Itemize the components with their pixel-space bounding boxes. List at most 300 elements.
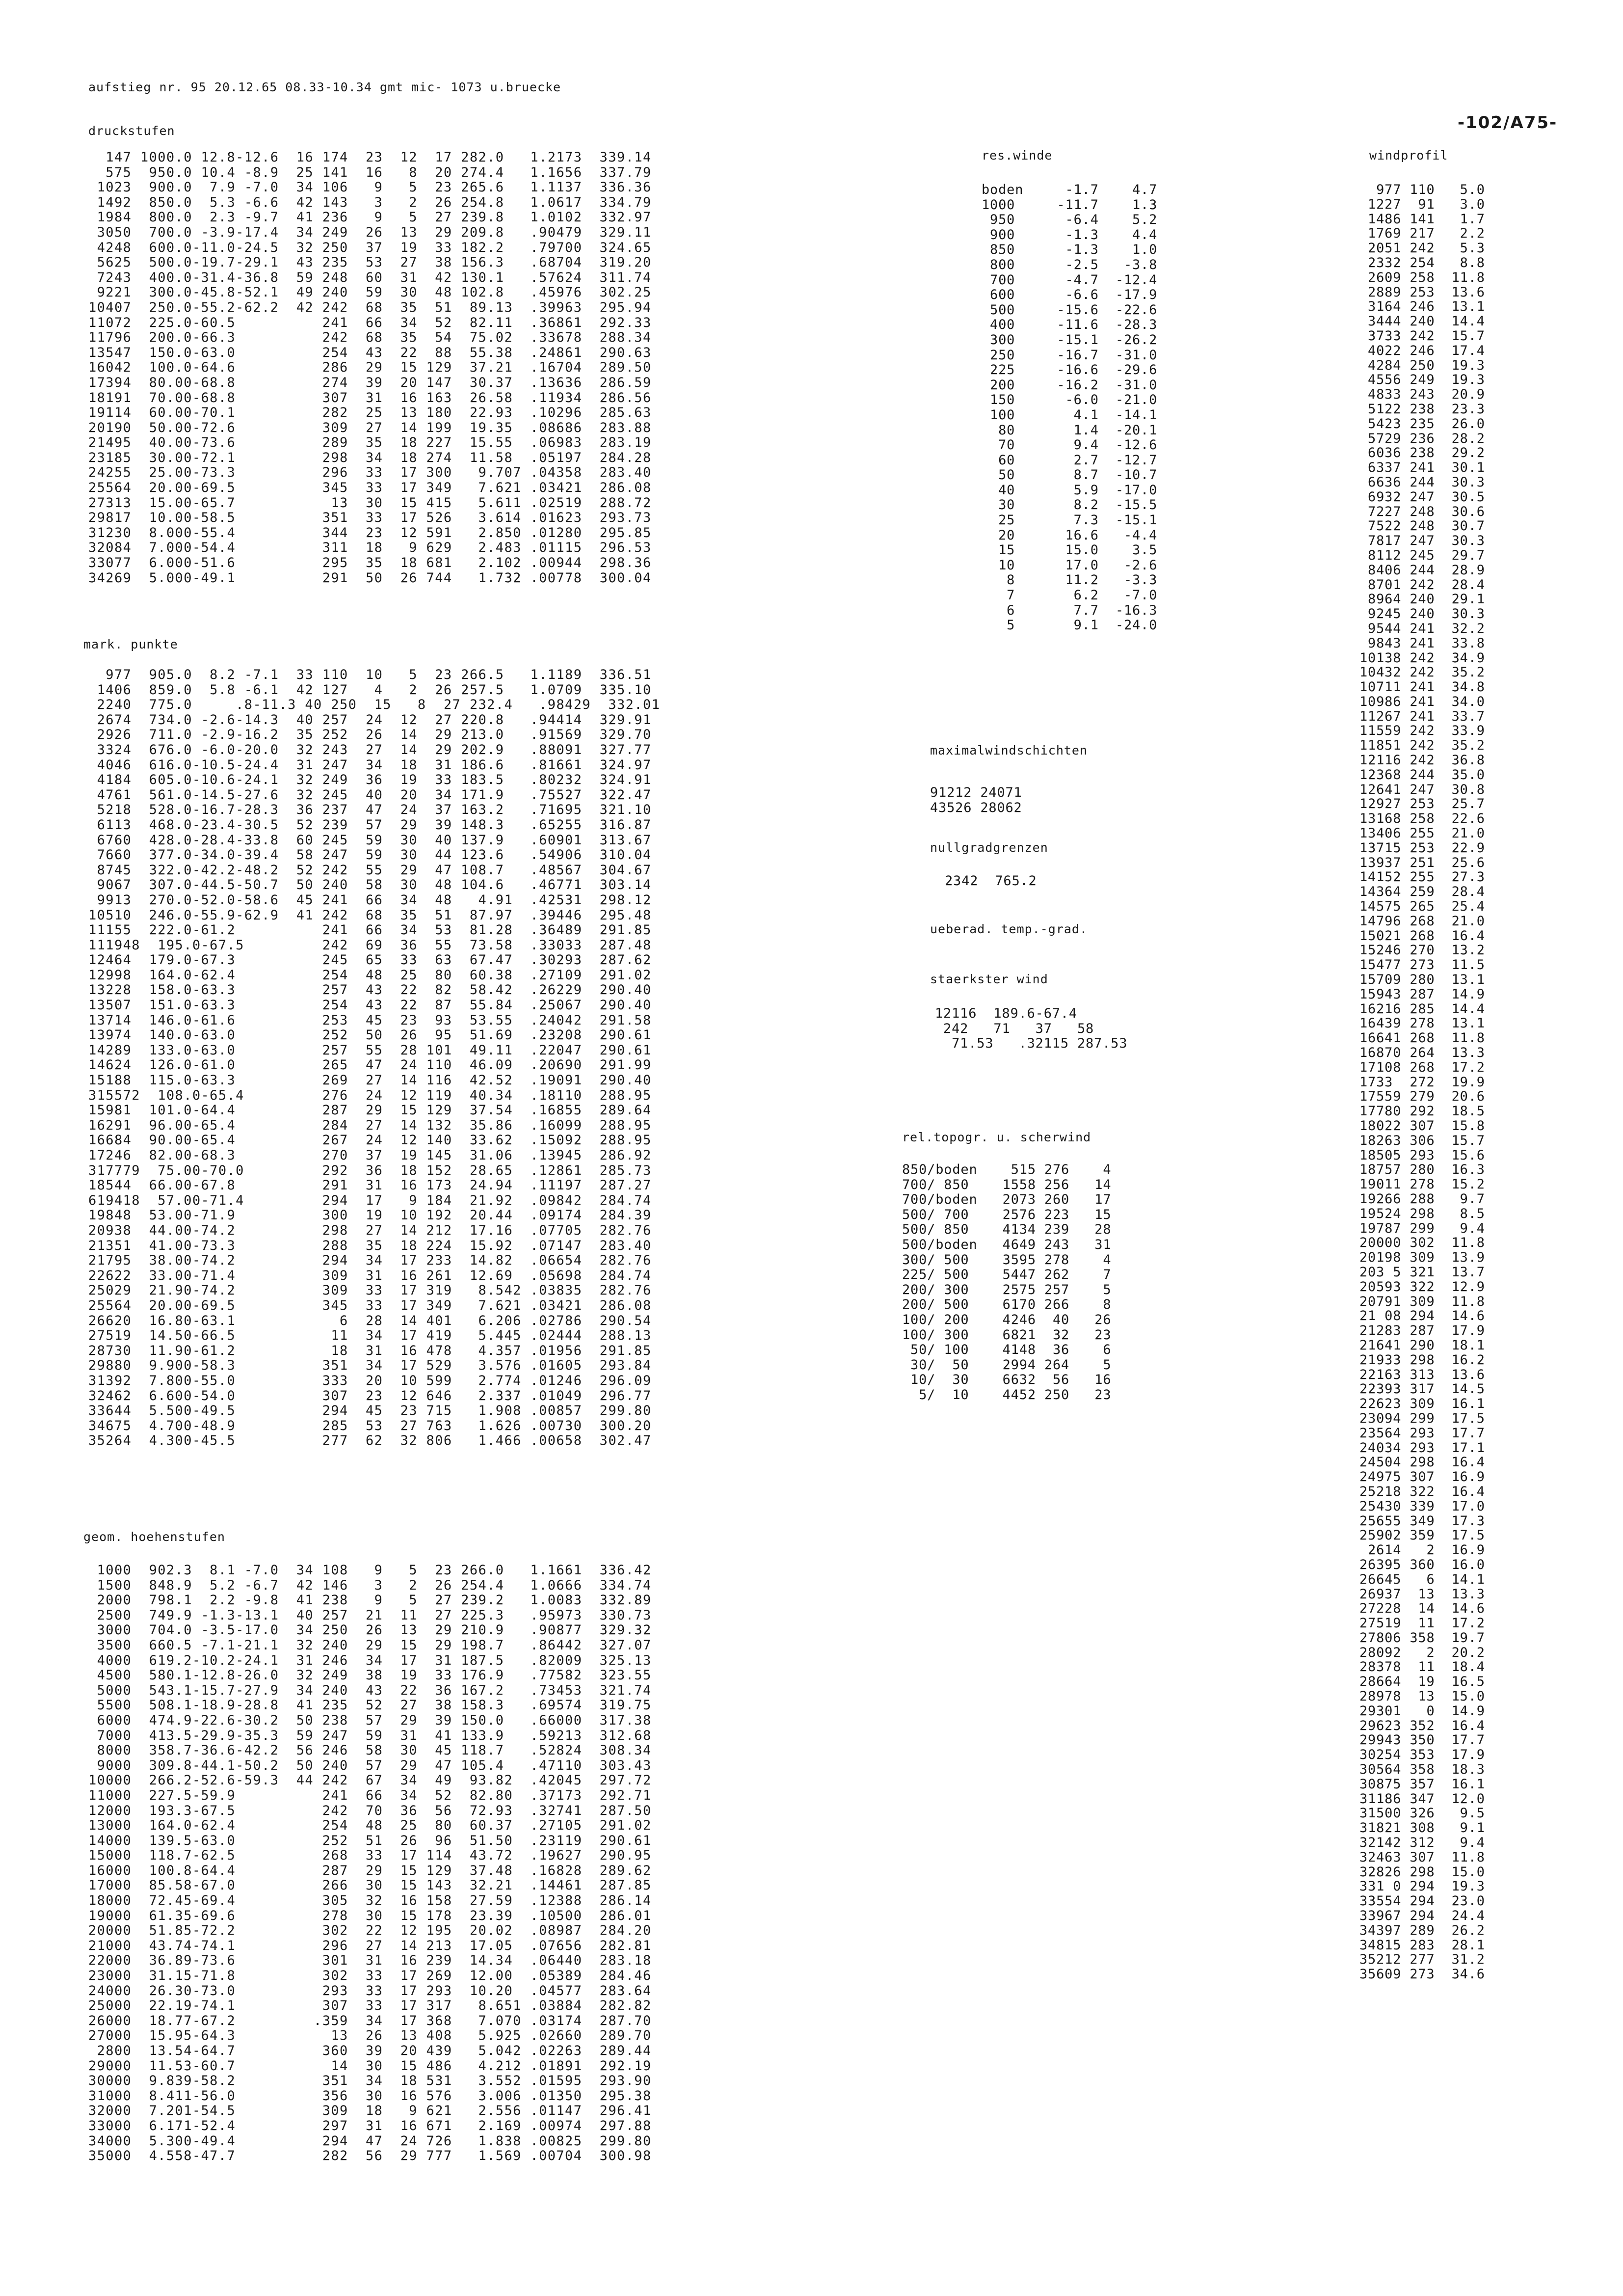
table-row: 7227 248 30.6 bbox=[1359, 504, 1485, 519]
table-row: 22393 317 14.5 bbox=[1359, 1381, 1485, 1397]
table-row: 29623 352 16.4 bbox=[1359, 1718, 1485, 1733]
table-row: 24034 293 17.1 bbox=[1359, 1440, 1485, 1456]
table-row: 6 7.7 -16.3 bbox=[982, 602, 1158, 618]
table-row: 7 6.2 -7.0 bbox=[982, 588, 1158, 603]
table-row: 2240 775.0 .8-11.3 40 250 15 8 27 232.4 .98429 332.01 bbox=[88, 697, 661, 713]
table-row: 28378 11 18.4 bbox=[1359, 1659, 1485, 1675]
table-row: 32000 7.201-54.5 309 18 9 621 2.556 .01147 296.41 bbox=[88, 2103, 652, 2119]
table-row: 21000 43.74-74.1 296 27 14 213 17.05 .07656 282.81 bbox=[88, 1938, 652, 1953]
table-row: 2000 798.1 2.2 -9.8 41 238 9 5 27 239.2 1.0083 332.89 bbox=[88, 1593, 652, 1608]
table-row: 24504 298 16.4 bbox=[1359, 1455, 1485, 1470]
table-row: 5423 235 26.0 bbox=[1359, 416, 1485, 432]
table-row: 14624 126.0-61.0 265 47 24 110 46.09 .20690 291.99 bbox=[88, 1057, 652, 1073]
table-row: 20000 51.85-72.2 302 22 12 195 20.02 .08987 284.20 bbox=[88, 1923, 652, 1939]
table-row: 26395 360 16.0 bbox=[1359, 1557, 1485, 1572]
table-row: 8964 240 29.1 bbox=[1359, 592, 1485, 607]
table-row: 17246 82.00-68.3 270 37 19 145 31.06 .13945 286.92 bbox=[88, 1148, 652, 1163]
table-row: 13406 255 21.0 bbox=[1359, 826, 1485, 841]
section-label-nullgradgrenzen: nullgradgrenzen bbox=[930, 840, 1048, 855]
table-row: 242 71 37 58 bbox=[935, 1021, 1094, 1036]
table-row: 5/ 10 4452 250 23 bbox=[902, 1387, 1112, 1403]
table-row: 7243 400.0-31.4-36.8 59 248 60 31 42 130.1 .57624 311.74 bbox=[88, 270, 652, 285]
table-row: 3733 242 15.7 bbox=[1359, 328, 1485, 344]
table-row: 10 17.0 -2.6 bbox=[982, 557, 1158, 573]
table-row: 3164 246 13.1 bbox=[1359, 299, 1485, 315]
table-row: 1227 91 3.0 bbox=[1359, 196, 1485, 212]
table-row: 225 -16.6 -29.6 bbox=[982, 362, 1158, 378]
table-row: 31392 7.800-55.0 333 20 10 599 2.774 .01246 296.09 bbox=[88, 1373, 652, 1388]
table-row: 3050 700.0 -3.9-17.4 34 249 26 13 29 209.8 .90479 329.11 bbox=[88, 224, 652, 240]
table-row: 9000 309.8-44.1-50.2 50 240 57 29 47 105.4 .47110 303.43 bbox=[88, 1757, 652, 1773]
section-label-druckstufen: druckstufen bbox=[88, 124, 175, 138]
table-row: 9221 300.0-45.8-52.1 49 240 59 30 48 102.8 .45976 302.25 bbox=[88, 285, 652, 300]
table-row: 15943 287 14.9 bbox=[1359, 986, 1485, 1002]
table-row: 15709 280 13.1 bbox=[1359, 972, 1485, 988]
table-row: 22163 313 13.6 bbox=[1359, 1367, 1485, 1382]
table-row: 14152 255 27.3 bbox=[1359, 869, 1485, 885]
table-row: 1500 848.9 5.2 -6.7 42 146 3 2 26 254.4 1.0666 334.74 bbox=[88, 1577, 652, 1593]
table-row: 25564 20.00-69.5 345 33 17 349 7.621 .03421 286.08 bbox=[88, 1297, 652, 1313]
table-row: 80 1.4 -20.1 bbox=[982, 422, 1158, 438]
table-row: 16216 285 14.4 bbox=[1359, 1001, 1485, 1017]
table-row: 15246 270 13.2 bbox=[1359, 943, 1485, 958]
table-row: 11072 225.0-60.5 241 66 34 52 82.11 .36861 292.33 bbox=[88, 315, 652, 330]
table-row: 21933 298 16.2 bbox=[1359, 1352, 1485, 1368]
table-row: 30000 9.839-58.2 351 34 18 531 3.552 .01595 293.90 bbox=[88, 2073, 652, 2089]
table-row: 32826 298 15.0 bbox=[1359, 1864, 1485, 1880]
table-row: 31500 326 9.5 bbox=[1359, 1806, 1485, 1821]
table-row: 19266 288 9.7 bbox=[1359, 1191, 1485, 1207]
table-row: 22000 36.89-73.6 301 31 16 239 14.34 .06440 283.18 bbox=[88, 1953, 652, 1969]
nullgradgrenzen-value: 2342 765.2 bbox=[945, 873, 1037, 889]
table-row: 300/ 500 3595 278 4 bbox=[902, 1252, 1112, 1268]
table-row: 31230 8.000-55.4 344 23 12 591 2.850 .01280 295.85 bbox=[88, 525, 652, 540]
table-row: 2800 13.54-64.7 360 39 20 439 5.042 .02263 289.44 bbox=[88, 2043, 652, 2058]
table-row: 850 -1.3 1.0 bbox=[982, 242, 1158, 258]
section-label-geom-hoehenstufen: geom. hoehenstufen bbox=[83, 1530, 225, 1544]
table-row: 20190 50.00-72.6 309 27 14 199 19.35 .08686 283.88 bbox=[88, 420, 652, 435]
page-number: -102/A75- bbox=[1458, 113, 1558, 133]
table-row: 33077 6.000-51.6 295 35 18 681 2.102 .00944 298.36 bbox=[88, 555, 652, 571]
table-row: 7817 247 30.3 bbox=[1359, 533, 1485, 549]
table-row: 200 -16.2 -31.0 bbox=[982, 377, 1158, 393]
table-row: 60 2.7 -12.7 bbox=[982, 452, 1158, 468]
table-row: 16042 100.0-64.6 286 29 15 129 37.21 .16704 289.50 bbox=[88, 360, 652, 376]
table-row: 3324 676.0 -6.0-20.0 32 243 27 14 29 202.9 .88091 327.77 bbox=[88, 742, 652, 757]
table-row: 8406 244 28.9 bbox=[1359, 562, 1485, 578]
table-row: 575 950.0 10.4 -8.9 25 141 16 8 20 274.4 1.1656 337.79 bbox=[88, 164, 652, 180]
table-row: 8112 245 29.7 bbox=[1359, 547, 1485, 563]
table-row: 19787 299 9.4 bbox=[1359, 1220, 1485, 1236]
table-row: 2332 254 8.8 bbox=[1359, 255, 1485, 270]
table-row: 3500 660.5 -7.1-21.1 32 240 29 15 29 198.7 .86442 327.07 bbox=[88, 1637, 652, 1653]
table-row: 18000 72.45-69.4 305 32 16 158 27.59 .12388 286.14 bbox=[88, 1893, 652, 1909]
table-row: 3000 704.0 -3.5-17.0 34 250 26 13 29 210.9 .90877 329.32 bbox=[88, 1622, 652, 1638]
table-row: 600 -6.6 -17.9 bbox=[982, 287, 1158, 303]
section-label-staerkster-wind: staerkster wind bbox=[930, 972, 1048, 986]
table-row: 29817 10.00-58.5 351 33 17 526 3.614 .01623 293.73 bbox=[88, 510, 652, 526]
table-row: 23185 30.00-72.1 298 34 18 274 11.58 .05197 284.28 bbox=[88, 450, 652, 465]
table-row: 29000 11.53-60.7 14 30 15 486 4.212 .01891 292.19 bbox=[88, 2058, 652, 2074]
table-row: 19011 278 15.2 bbox=[1359, 1177, 1485, 1192]
table-row: 150 -6.0 -21.0 bbox=[982, 392, 1158, 408]
table-row: 20593 322 12.9 bbox=[1359, 1279, 1485, 1295]
table-row: 1000 902.3 8.1 -7.0 34 108 9 5 23 266.0 1.1661 336.42 bbox=[88, 1563, 652, 1578]
geom-hoehenstufen-table bbox=[88, 1563, 652, 2164]
table-row: 147 1000.0 12.8-12.6 16 174 23 12 17 282.0 1.2173 339.14 bbox=[88, 150, 652, 165]
table-row: 700/boden 2073 260 17 bbox=[902, 1192, 1112, 1208]
section-label-mark-punkte: mark. punkte bbox=[83, 637, 178, 651]
table-row: 15021 268 16.4 bbox=[1359, 928, 1485, 944]
table-row: 6636 244 30.3 bbox=[1359, 474, 1485, 490]
table-row: 4284 250 19.3 bbox=[1359, 357, 1485, 373]
table-row: 28092 2 20.2 bbox=[1359, 1645, 1485, 1660]
table-row: 17780 292 18.5 bbox=[1359, 1104, 1485, 1119]
table-row: 31000 8.411-56.0 356 30 16 576 3.006 .01350 295.38 bbox=[88, 2088, 652, 2104]
table-row: 5000 543.1-15.7-27.9 34 240 43 22 36 167.2 .73453 321.74 bbox=[88, 1682, 652, 1698]
res-winde-table bbox=[982, 183, 1157, 633]
table-row: 900 -1.3 4.4 bbox=[982, 227, 1158, 243]
table-row: 27519 11 17.2 bbox=[1359, 1616, 1485, 1631]
table-row: 35264 4.300-45.5 277 62 32 806 1.466 .00658 302.47 bbox=[88, 1433, 652, 1449]
table-row: 500/ 850 4134 239 28 bbox=[902, 1222, 1112, 1238]
table-row: 4500 580.1-12.8-26.0 32 249 38 19 33 176.9 .77582 323.55 bbox=[88, 1668, 652, 1683]
table-row: 25000 22.19-74.1 307 33 17 317 8.651 .03884 282.82 bbox=[88, 1998, 652, 2014]
table-row: 15188 115.0-63.3 269 27 14 116 42.52 .19091 290.40 bbox=[88, 1073, 652, 1088]
table-row: 11796 200.0-66.3 242 68 35 54 75.02 .33678 288.34 bbox=[88, 330, 652, 346]
table-row: 10711 241 34.8 bbox=[1359, 679, 1485, 695]
table-row: 35000 4.558-47.7 282 56 29 777 1.569 .00704 300.98 bbox=[88, 2148, 652, 2164]
table-row: 17000 85.58-67.0 266 30 15 143 32.21 .14461 287.85 bbox=[88, 1878, 652, 1893]
table-row: 19524 298 8.5 bbox=[1359, 1206, 1485, 1221]
table-row: 5729 236 28.2 bbox=[1359, 431, 1485, 446]
table-row: 30 8.2 -15.5 bbox=[982, 497, 1158, 513]
table-row: 14575 265 25.4 bbox=[1359, 899, 1485, 915]
table-row: 32142 312 9.4 bbox=[1359, 1835, 1485, 1851]
windprofil-table bbox=[1359, 183, 1485, 1982]
table-row: 21283 287 17.9 bbox=[1359, 1323, 1485, 1339]
table-row: 29943 350 17.7 bbox=[1359, 1732, 1485, 1748]
table-row: 400 -11.6 -28.3 bbox=[982, 317, 1158, 333]
table-row: 18191 70.00-68.8 307 31 16 163 26.58 .11934 286.56 bbox=[88, 390, 652, 405]
table-row: 50/ 100 4148 36 6 bbox=[902, 1342, 1112, 1358]
table-row: 9067 307.0-44.5-50.7 50 240 58 30 48 104.6 .46771 303.14 bbox=[88, 877, 652, 893]
section-label-windprofil: windprofil bbox=[1369, 148, 1448, 162]
table-row: 21641 290 18.1 bbox=[1359, 1337, 1485, 1353]
staerkster-wind-values bbox=[935, 1006, 1127, 1052]
table-row: 27000 15.95-64.3 13 26 13 408 5.925 .02660 289.70 bbox=[88, 2028, 652, 2044]
table-row: 15981 101.0-64.4 287 29 15 129 37.54 .16855 289.64 bbox=[88, 1103, 652, 1118]
table-row: 16439 278 13.1 bbox=[1359, 1016, 1485, 1031]
table-row: 2614 2 16.9 bbox=[1359, 1542, 1485, 1558]
table-row: 43526 28062 bbox=[930, 800, 1022, 815]
table-row: 16000 100.8-64.4 287 29 15 129 37.48 .16828 289.62 bbox=[88, 1863, 652, 1878]
table-row: 25 7.3 -15.1 bbox=[982, 513, 1158, 528]
table-row: 71.53 .32115 287.53 bbox=[935, 1036, 1128, 1052]
table-row: 12641 247 30.8 bbox=[1359, 782, 1485, 797]
table-row: 203 5 321 13.7 bbox=[1359, 1264, 1485, 1280]
table-row: 40 5.9 -17.0 bbox=[982, 482, 1158, 498]
table-row: 1769 217 2.2 bbox=[1359, 226, 1485, 242]
table-row: 13714 146.0-61.6 253 45 23 93 53.55 .24042 291.58 bbox=[88, 1012, 652, 1028]
table-row: 4248 600.0-11.0-24.5 32 250 37 19 33 182.2 .79700 324.65 bbox=[88, 240, 652, 255]
table-row: 34675 4.700-48.9 285 53 27 763 1.626 .00730 300.20 bbox=[88, 1418, 652, 1433]
table-row: 31821 308 9.1 bbox=[1359, 1820, 1485, 1836]
table-row: 27313 15.00-65.7 13 30 15 415 5.611 .02519 288.72 bbox=[88, 495, 652, 511]
table-row: 5 9.1 -24.0 bbox=[982, 618, 1158, 633]
table-row: 11559 242 33.9 bbox=[1359, 723, 1485, 739]
table-row: 13507 151.0-63.3 254 43 22 87 55.84 .25067 290.40 bbox=[88, 998, 652, 1013]
table-row: 13974 140.0-63.0 252 50 26 95 51.69 .23208 290.61 bbox=[88, 1027, 652, 1043]
table-row: 26645 6 14.1 bbox=[1359, 1571, 1485, 1587]
druckstufen-table bbox=[88, 150, 652, 586]
table-row: 8745 322.0-42.2-48.2 52 242 55 29 47 108.7 .48567 304.67 bbox=[88, 862, 652, 878]
table-row: 32462 6.600-54.0 307 23 12 646 2.337 .01049 296.77 bbox=[88, 1388, 652, 1404]
table-row: 12116 242 36.8 bbox=[1359, 753, 1485, 768]
table-row: 12368 244 35.0 bbox=[1359, 767, 1485, 783]
table-row: 26620 16.80-63.1 6 28 14 401 6.206 .02786 290.54 bbox=[88, 1313, 652, 1328]
table-row: 34000 5.300-49.4 294 47 24 726 1.838 .00825 299.80 bbox=[88, 2133, 652, 2149]
table-row: 331 0 294 19.3 bbox=[1359, 1879, 1485, 1894]
table-row: 977 905.0 8.2 -7.1 33 110 10 5 23 266.5 1.1189 336.51 bbox=[88, 667, 652, 682]
table-row: 22623 309 16.1 bbox=[1359, 1396, 1485, 1412]
table-row: 1023 900.0 7.9 -7.0 34 106 9 5 23 265.6 1.1137 336.36 bbox=[88, 180, 652, 195]
table-row: 700 -4.7 -12.4 bbox=[982, 272, 1158, 288]
table-row: 20198 309 13.9 bbox=[1359, 1250, 1485, 1266]
table-row: 850/boden 515 276 4 bbox=[902, 1162, 1112, 1177]
table-row: 12000 193.3-67.5 242 70 36 56 72.93 .32741 287.50 bbox=[88, 1803, 652, 1818]
table-row: 4000 619.2-10.2-24.1 31 246 34 17 31 187.5 .82009 325.13 bbox=[88, 1652, 652, 1668]
table-row: 8000 358.7-36.6-42.2 56 246 58 30 45 118.7 .52824 308.34 bbox=[88, 1743, 652, 1758]
table-row: 6337 241 30.1 bbox=[1359, 460, 1485, 476]
table-row: 33000 6.171-52.4 297 31 16 671 2.169 .00974 297.88 bbox=[88, 2118, 652, 2134]
table-row: 28730 11.90-61.2 18 31 16 478 4.357 .01956 291.85 bbox=[88, 1343, 652, 1358]
section-label-maximalwindschichten: maximalwindschichten bbox=[930, 743, 1088, 757]
table-row: 25564 20.00-69.5 345 33 17 349 7.621 .03421 286.08 bbox=[88, 480, 652, 496]
table-row: 18544 66.00-67.8 291 31 16 173 24.94 .11197 287.27 bbox=[88, 1178, 652, 1193]
table-row: 4184 605.0-10.6-24.1 32 249 36 19 33 183.5 .80232 324.91 bbox=[88, 772, 652, 788]
table-row: 31186 347 12.0 bbox=[1359, 1791, 1485, 1807]
table-row: 14364 259 28.4 bbox=[1359, 884, 1485, 900]
table-row: 4022 246 17.4 bbox=[1359, 343, 1485, 358]
maximalwindschichten-values bbox=[930, 785, 1022, 815]
table-row: 500/boden 4649 243 31 bbox=[902, 1237, 1112, 1252]
table-row: 18022 307 15.8 bbox=[1359, 1118, 1485, 1134]
table-row: 8701 242 28.4 bbox=[1359, 577, 1485, 593]
table-row: 20000 302 11.8 bbox=[1359, 1235, 1485, 1251]
table-row: 13228 158.0-63.3 257 43 22 82 58.42 .26229 290.40 bbox=[88, 982, 652, 998]
table-row: 32463 307 11.8 bbox=[1359, 1849, 1485, 1865]
table-row: 10986 241 34.0 bbox=[1359, 694, 1485, 709]
table-row: 1486 141 1.7 bbox=[1359, 211, 1485, 227]
table-row: 6000 474.9-22.6-30.2 50 238 57 29 39 150.0 .66000 317.38 bbox=[88, 1712, 652, 1728]
table-row: 30254 353 17.9 bbox=[1359, 1747, 1485, 1763]
table-row: 1984 800.0 2.3 -9.7 41 236 9 5 27 239.8 1.0102 332.97 bbox=[88, 210, 652, 225]
table-row: 20 16.6 -4.4 bbox=[982, 527, 1158, 543]
table-row: 6760 428.0-28.4-33.8 60 245 59 30 40 137.9 .60901 313.67 bbox=[88, 832, 652, 848]
table-row: 19000 61.35-69.6 278 30 15 178 23.39 .10500 286.01 bbox=[88, 1908, 652, 1923]
table-row: 29880 9.900-58.3 351 34 17 529 3.576 .01605 293.84 bbox=[88, 1358, 652, 1374]
table-row: 13000 164.0-62.4 254 48 25 80 60.37 .27105 291.02 bbox=[88, 1818, 652, 1834]
table-row: 977 110 5.0 bbox=[1359, 182, 1485, 197]
table-row: 16641 268 11.8 bbox=[1359, 1030, 1485, 1046]
table-row: 100/ 300 6821 32 23 bbox=[902, 1327, 1112, 1343]
section-label-res-winde: res.winde bbox=[982, 148, 1053, 162]
table-row: 100 4.1 -14.1 bbox=[982, 407, 1158, 423]
table-row: 3444 240 14.4 bbox=[1359, 314, 1485, 329]
table-row: 10/ 30 6632 56 16 bbox=[902, 1372, 1112, 1388]
table-row: 4556 249 19.3 bbox=[1359, 372, 1485, 388]
table-row: 6113 468.0-23.4-30.5 52 239 57 29 39 148.3 .65255 316.87 bbox=[88, 817, 652, 833]
table-row: 13168 258 22.6 bbox=[1359, 811, 1485, 827]
table-row: 34815 283 28.1 bbox=[1359, 1937, 1485, 1953]
table-row: 16291 96.00-65.4 284 27 14 132 35.86 .16099 288.95 bbox=[88, 1117, 652, 1133]
table-row: 27806 358 19.7 bbox=[1359, 1630, 1485, 1646]
table-row: 28664 19 16.5 bbox=[1359, 1674, 1485, 1690]
table-row: 200/ 500 6170 266 8 bbox=[902, 1297, 1112, 1313]
table-row: 27519 14.50-66.5 11 34 17 419 5.445 .02444 288.13 bbox=[88, 1328, 652, 1344]
table-row: 18505 293 15.6 bbox=[1359, 1147, 1485, 1163]
table-row: 30564 358 18.3 bbox=[1359, 1762, 1485, 1778]
table-row: 1406 859.0 5.8 -6.1 42 127 4 2 26 257.5 1.0709 335.10 bbox=[88, 682, 652, 698]
table-row: 9913 270.0-52.0-58.6 45 241 66 34 48 4.91 .42531 298.12 bbox=[88, 892, 652, 908]
table-row: 24000 26.30-73.0 293 33 17 293 10.20 .04577 283.64 bbox=[88, 1983, 652, 1999]
table-row: 2889 253 13.6 bbox=[1359, 284, 1485, 300]
table-row: 17394 80.00-68.8 274 39 20 147 30.37 .13636 286.59 bbox=[88, 375, 652, 390]
table-row: 9245 240 30.3 bbox=[1359, 606, 1485, 622]
table-row: 1733 272 19.9 bbox=[1359, 1074, 1485, 1090]
table-row: 11267 241 33.7 bbox=[1359, 708, 1485, 724]
table-row: 17559 279 20.6 bbox=[1359, 1089, 1485, 1105]
table-row: 33554 294 23.0 bbox=[1359, 1893, 1485, 1909]
table-row: 24975 307 16.9 bbox=[1359, 1469, 1485, 1485]
table-row: 17108 268 17.2 bbox=[1359, 1059, 1485, 1075]
table-row: 1000 -11.7 1.3 bbox=[982, 197, 1158, 213]
table-row: 91212 24071 bbox=[930, 785, 1022, 800]
table-row: 300 -15.1 -26.2 bbox=[982, 332, 1158, 348]
table-row: 10407 250.0-55.2-62.2 42 242 68 35 51 89.13 .39963 295.94 bbox=[88, 299, 652, 315]
table-row: 18757 280 16.3 bbox=[1359, 1162, 1485, 1178]
table-row: 315572 108.0-65.4 276 24 12 119 40.34 .18110 288.95 bbox=[88, 1087, 652, 1103]
table-row: 13547 150.0-63.0 254 43 22 88 55.38 .24861 290.63 bbox=[88, 345, 652, 360]
table-row: 10000 266.2-52.6-59.3 44 242 67 34 49 93.82 .42045 297.72 bbox=[88, 1773, 652, 1788]
table-row: 23000 31.15-71.8 302 33 17 269 12.00 .05389 284.46 bbox=[88, 1968, 652, 1984]
table-row: 2500 749.9 -1.3-13.1 40 257 21 11 27 225.3 .95973 330.73 bbox=[88, 1607, 652, 1623]
table-row: 111948 195.0-67.5 242 69 36 55 73.58 .33033 287.48 bbox=[88, 937, 652, 953]
table-row: 15 15.0 3.5 bbox=[982, 542, 1158, 558]
table-row: 18263 306 15.7 bbox=[1359, 1133, 1485, 1148]
table-row: 21351 41.00-73.3 288 35 18 224 15.92 .07147 283.40 bbox=[88, 1238, 652, 1253]
section-label-ueberad-temp-grad: ueberad. temp.-grad. bbox=[930, 922, 1088, 936]
table-row: 35212 277 31.2 bbox=[1359, 1952, 1485, 1968]
table-row: 11155 222.0-61.2 241 66 34 53 81.28 .36489 291.85 bbox=[88, 922, 652, 938]
table-row: 27228 14 14.6 bbox=[1359, 1601, 1485, 1617]
table-row: 12464 179.0-67.3 245 65 33 63 67.47 .30293 287.62 bbox=[88, 952, 652, 968]
table-row: 100/ 200 4246 40 26 bbox=[902, 1312, 1112, 1327]
table-row: 7000 413.5-29.9-35.3 59 247 59 31 41 133.9 .59213 312.68 bbox=[88, 1728, 652, 1743]
table-row: 9843 241 33.8 bbox=[1359, 635, 1485, 651]
table-row: 5500 508.1-18.9-28.8 41 235 52 27 38 158.3 .69574 319.75 bbox=[88, 1698, 652, 1713]
table-row: 10510 246.0-55.9-62.9 41 242 68 35 51 87.97 .39446 295.48 bbox=[88, 907, 652, 923]
table-row: 25029 21.90-74.2 309 33 17 319 8.542 .03835 282.76 bbox=[88, 1283, 652, 1298]
table-row: 2609 258 11.8 bbox=[1359, 270, 1485, 285]
table-row: 24255 25.00-73.3 296 33 17 300 9.707 .04358 283.40 bbox=[88, 465, 652, 481]
table-row: 26937 13 13.3 bbox=[1359, 1586, 1485, 1602]
table-row: 800 -2.5 -3.8 bbox=[982, 257, 1158, 272]
table-row: 10138 242 34.9 bbox=[1359, 650, 1485, 666]
table-row: 29301 0 14.9 bbox=[1359, 1703, 1485, 1719]
table-row: 12998 164.0-62.4 254 48 25 80 60.38 .27109 291.02 bbox=[88, 967, 652, 983]
table-row: 25902 359 17.5 bbox=[1359, 1528, 1485, 1543]
table-row: 23564 293 17.7 bbox=[1359, 1425, 1485, 1441]
table-row: 250 -16.7 -31.0 bbox=[982, 347, 1158, 363]
table-row: 11851 242 35.2 bbox=[1359, 738, 1485, 754]
table-row: 500 -15.6 -22.6 bbox=[982, 302, 1158, 318]
table-row: 5625 500.0-19.7-29.1 43 235 53 27 38 156.3 .68704 319.20 bbox=[88, 255, 652, 270]
table-row: 14289 133.0-63.0 257 55 28 101 49.11 .22047 290.61 bbox=[88, 1042, 652, 1058]
table-row: 16684 90.00-65.4 267 24 12 140 33.62 .15092 288.95 bbox=[88, 1133, 652, 1148]
table-row: 25218 322 16.4 bbox=[1359, 1484, 1485, 1499]
table-row: 9544 241 32.2 bbox=[1359, 621, 1485, 636]
table-row: 28978 13 15.0 bbox=[1359, 1689, 1485, 1704]
table-row: 25430 339 17.0 bbox=[1359, 1498, 1485, 1514]
table-row: 7522 248 30.7 bbox=[1359, 518, 1485, 534]
table-row: 23094 299 17.5 bbox=[1359, 1410, 1485, 1426]
table-row: 50 8.7 -10.7 bbox=[982, 467, 1158, 483]
table-row: 317779 75.00-70.0 292 36 18 152 28.65 .12861 285.73 bbox=[88, 1162, 652, 1178]
table-row: 35609 273 34.6 bbox=[1359, 1967, 1485, 1982]
table-row: 2926 711.0 -2.9-16.2 35 252 26 14 29 213.0 .91569 329.70 bbox=[88, 727, 652, 743]
table-row: 22622 33.00-71.4 309 31 16 261 12.69 .05698 284.74 bbox=[88, 1268, 652, 1283]
table-row: 200/ 300 2575 257 5 bbox=[902, 1282, 1112, 1297]
table-row: 19848 53.00-71.9 300 19 10 192 20.44 .09174 284.39 bbox=[88, 1208, 652, 1223]
table-row: 950 -6.4 5.2 bbox=[982, 212, 1158, 228]
rel-topogr-table bbox=[902, 1162, 1111, 1403]
table-row: boden -1.7 4.7 bbox=[982, 182, 1158, 197]
table-row: 5122 238 23.3 bbox=[1359, 401, 1485, 417]
table-row: 6036 238 29.2 bbox=[1359, 445, 1485, 461]
table-row: 34269 5.000-49.1 291 50 26 744 1.732 .00778 300.04 bbox=[88, 570, 652, 586]
table-row: 12927 253 25.7 bbox=[1359, 796, 1485, 812]
table-row: 700/ 850 1558 256 14 bbox=[902, 1177, 1112, 1192]
table-row: 34397 289 26.2 bbox=[1359, 1922, 1485, 1938]
table-row: 4833 243 20.9 bbox=[1359, 387, 1485, 403]
section-label-rel-topogr: rel.topogr. u. scherwind bbox=[902, 1130, 1091, 1144]
table-row: 21 08 294 14.6 bbox=[1359, 1308, 1485, 1324]
table-row: 14000 139.5-63.0 252 51 26 96 51.50 .23119 290.61 bbox=[88, 1833, 652, 1848]
table-row: 6932 247 30.5 bbox=[1359, 489, 1485, 505]
table-row: 7660 377.0-34.0-39.4 58 247 59 30 44 123.6 .54906 310.04 bbox=[88, 847, 652, 863]
table-row: 15000 118.7-62.5 268 33 17 114 43.72 .19627 290.95 bbox=[88, 1848, 652, 1864]
table-row: 30875 357 16.1 bbox=[1359, 1776, 1485, 1792]
table-row: 20791 309 11.8 bbox=[1359, 1294, 1485, 1309]
table-row: 13937 251 25.6 bbox=[1359, 855, 1485, 870]
table-row: 33967 294 24.4 bbox=[1359, 1908, 1485, 1924]
table-row: 225/ 500 5447 262 7 bbox=[902, 1267, 1112, 1283]
mark-punkte-table bbox=[88, 668, 660, 1449]
table-row: 30/ 50 2994 264 5 bbox=[902, 1357, 1112, 1373]
table-row: 21495 40.00-73.6 289 35 18 227 15.55 .06983 283.19 bbox=[88, 435, 652, 451]
table-row: 20938 44.00-74.2 298 27 14 212 17.16 .07705 282.76 bbox=[88, 1222, 652, 1238]
table-row: 8 11.2 -3.3 bbox=[982, 572, 1158, 588]
table-row: 4046 616.0-10.5-24.4 31 247 34 18 31 186.6 .81661 324.97 bbox=[88, 757, 652, 773]
table-row: 32084 7.000-54.4 311 18 9 629 2.483 .01115 296.53 bbox=[88, 540, 652, 556]
table-row: 12116 189.6-67.4 bbox=[935, 1006, 1077, 1021]
table-row: 500/ 700 2576 223 15 bbox=[902, 1207, 1112, 1222]
table-row: 26000 18.77-67.2 .359 34 17 368 7.070 .03174 287.70 bbox=[88, 2013, 652, 2028]
table-row: 13715 253 22.9 bbox=[1359, 840, 1485, 856]
table-row: 25655 349 17.3 bbox=[1359, 1513, 1485, 1529]
